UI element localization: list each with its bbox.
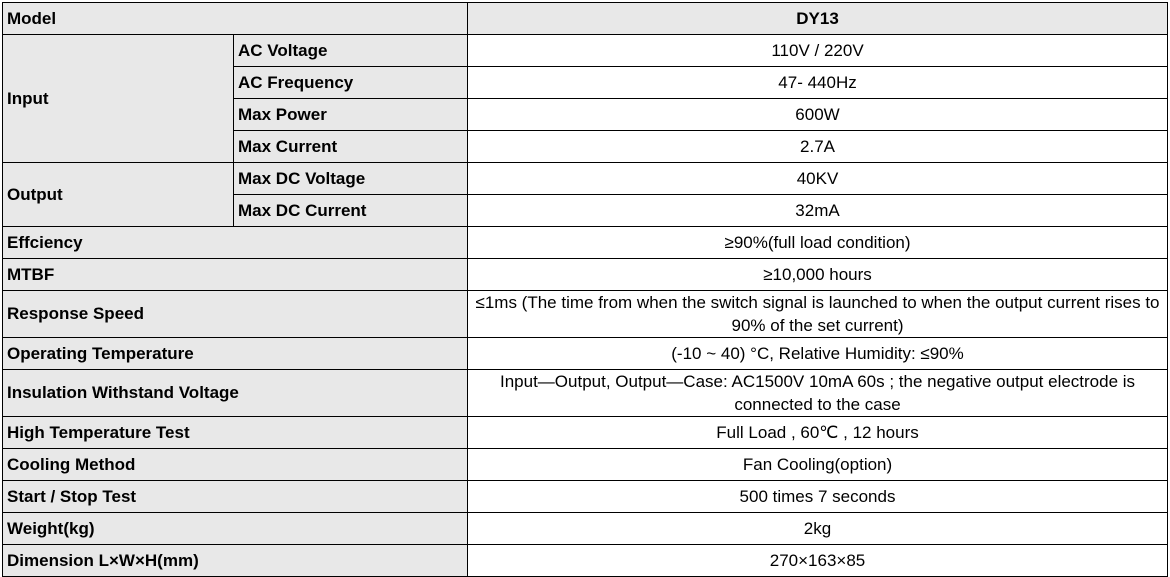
spec-label: Weight(kg) xyxy=(3,513,468,545)
spec-label: Effciency xyxy=(3,227,468,259)
spec-value: 47- 440Hz xyxy=(468,67,1168,99)
model-label: Model xyxy=(3,3,468,35)
table-row xyxy=(3,513,1168,545)
spec-label: Max Current xyxy=(234,131,468,163)
spec-label: AC Voltage xyxy=(234,35,468,67)
spec-value: 270×163×85 xyxy=(468,545,1168,577)
spec-value: ≥10,000 hours xyxy=(468,259,1168,291)
spec-value: 600W xyxy=(468,99,1168,131)
spec-value: Input—Output, Output—Case: AC1500V 10mA 60s ; the negative output electrode is connected to the case xyxy=(468,370,1168,417)
spec-label: MTBF xyxy=(3,259,468,291)
input-group-label: Input xyxy=(3,35,234,163)
spec-value: 40KV xyxy=(468,163,1168,195)
table-row xyxy=(3,259,1168,291)
spec-label: Max DC Current xyxy=(234,195,468,227)
output-group-label: Output xyxy=(3,163,234,227)
spec-label: Insulation Withstand Voltage xyxy=(3,370,468,417)
table-row xyxy=(3,35,1168,67)
table-row xyxy=(3,481,1168,513)
spec-table xyxy=(2,2,1168,577)
spec-value: ≤1ms (The time from when the switch signal is launched to when the output current rises to 90% of the set current) xyxy=(468,291,1168,338)
table-row xyxy=(3,417,1168,449)
table-row xyxy=(3,545,1168,577)
spec-value: Full Load , 60℃ , 12 hours xyxy=(468,417,1168,449)
table-row xyxy=(3,370,1168,417)
model-value: DY13 xyxy=(468,3,1168,35)
spec-value: 110V / 220V xyxy=(468,35,1168,67)
spec-value: 500 times 7 seconds xyxy=(468,481,1168,513)
spec-label: High Temperature Test xyxy=(3,417,468,449)
table-row xyxy=(3,291,1168,338)
spec-value: 2.7A xyxy=(468,131,1168,163)
table-row xyxy=(3,163,1168,195)
spec-value: 2kg xyxy=(468,513,1168,545)
spec-label: Cooling Method xyxy=(3,449,468,481)
spec-label: Operating Temperature xyxy=(3,338,468,370)
spec-value: Fan Cooling(option) xyxy=(468,449,1168,481)
spec-label: AC Frequency xyxy=(234,67,468,99)
table-row xyxy=(3,338,1168,370)
spec-label: Max Power xyxy=(234,99,468,131)
spec-label: Response Speed xyxy=(3,291,468,338)
spec-label: Dimension L×W×H(mm) xyxy=(3,545,468,577)
table-row xyxy=(3,449,1168,481)
spec-label: Max DC Voltage xyxy=(234,163,468,195)
table-row xyxy=(3,227,1168,259)
spec-label: Start / Stop Test xyxy=(3,481,468,513)
spec-value: (-10 ~ 40) °C, Relative Humidity: ≤90% xyxy=(468,338,1168,370)
spec-value: 32mA xyxy=(468,195,1168,227)
spec-value: ≥90%(full load condition) xyxy=(468,227,1168,259)
table-row xyxy=(3,3,1168,35)
